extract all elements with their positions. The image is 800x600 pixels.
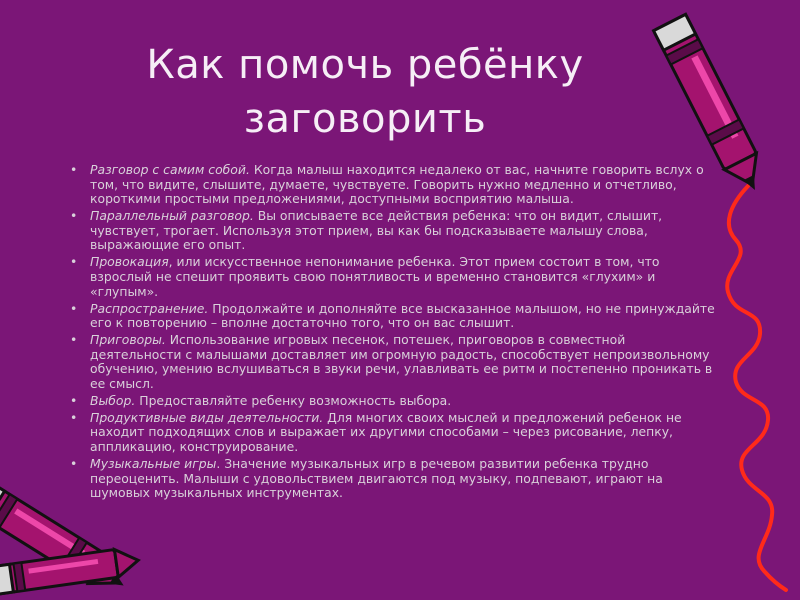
list-item — [70, 457, 718, 501]
item-term: Параллельный разговор. — [90, 208, 254, 224]
item-text: Когда малыш находится недалеко от вас, начните говорить вслух о том, что видите, слышите, думаете, чувствуете. Говорить нужно медленно и отчетливо, короткими простыми предложениями, доступными восприятию малыша. — [90, 162, 704, 207]
item-text: , или искусственное непонимание ребенка. Этот прием состоит в том, что взрослый не спешит проявить свою понятливость и временно становится «глухим» и «глупым». — [90, 254, 660, 299]
item-text: Для многих своих мыслей и предложений ребенок не находит подходящих слов и выражает их другими способами – через рисование, лепку, аппликацию, конструирование. — [90, 409, 682, 455]
bullet-icon: • — [70, 300, 78, 316]
bullet-icon: • — [70, 409, 78, 425]
item-term: Провокация — [90, 254, 169, 270]
item-text: . Значение музыкальных игр в речевом развитии ребенка трудно переоценить. Малыши с удовольствием двигаются под музыку, подпевают, играют на шумовых музыкальных инструментах. — [90, 456, 663, 501]
item-text: Предоставляйте ребенку возможность выбора. — [135, 392, 452, 408]
bullet-icon: • — [70, 332, 78, 348]
item-text: Вы описываете все действия ребенка: что он видит, слышит, чувствует, трогает. Используя этот прием, вы как бы подсказываете малышу слова, выражающие его опыт. — [90, 208, 663, 253]
list-item — [70, 333, 718, 391]
list-item — [70, 163, 718, 207]
item-text: Использование игровых песенок, потешек, приговоров в совместной деятельности с малышами доставляет им огромную радость, способствует непроизвольному обучению, умению вслушиваться в звуки речи, улавливать ее ритм и постепенно проникать в ее смысл. — [90, 332, 713, 391]
title-line-1: Как помочь ребёнку — [146, 42, 584, 88]
item-term: Выбор. — [90, 392, 136, 408]
page-title — [110, 38, 620, 146]
item-term: Продуктивные виды деятельности. — [90, 409, 324, 425]
title-line-2: заговорить — [243, 96, 487, 142]
bullet-icon: • — [70, 456, 78, 472]
list-item — [70, 302, 718, 331]
item-term: Приговоры. — [90, 332, 166, 348]
item-term: Разговор с самим собой. — [90, 162, 250, 177]
bullet-icon: • — [70, 162, 78, 177]
bullet-icon: • — [70, 254, 78, 270]
bullet-icon: • — [70, 208, 78, 224]
bullet-icon: • — [70, 392, 78, 408]
bullet-list — [70, 163, 718, 503]
item-term: Распространение. — [90, 300, 209, 316]
list-item — [70, 394, 718, 409]
list-item — [70, 255, 718, 299]
list-item — [70, 411, 718, 455]
list-item — [70, 209, 718, 253]
item-term: Музыкальные игры — [90, 456, 217, 472]
squiggle-line — [727, 186, 786, 590]
item-text: Продолжайте и дополняйте все высказанное малышом, но не принуждайте его к повторению – вполне достаточно того, что он вас слышит. — [90, 300, 715, 331]
